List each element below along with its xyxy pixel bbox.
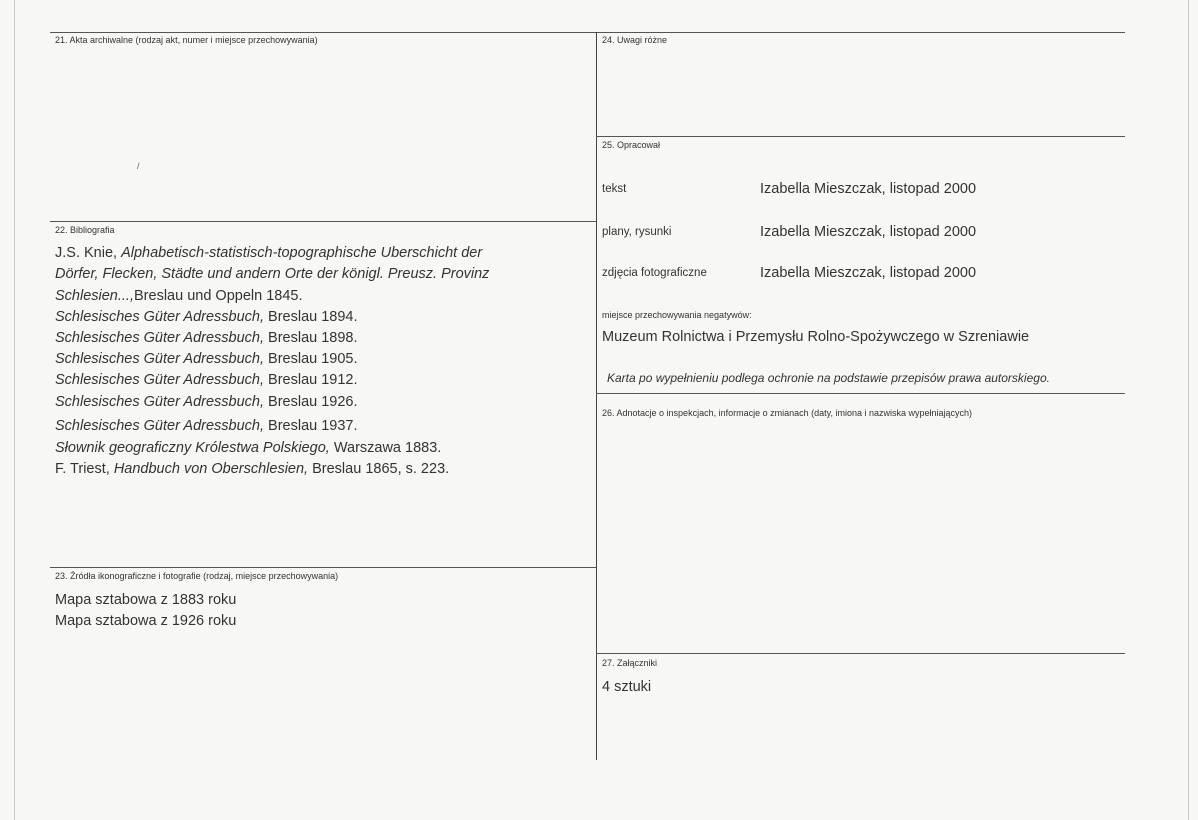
section-26-label: 26. Adnotacje o inspekcjach, informacje o zmianach (daty, imiona i nazwiska wypełniających) [602, 408, 973, 418]
column-divider [596, 32, 597, 760]
bibliography-entry: Dörfer, Flecken, Städte und andern Orte der königl. Preusz. Provinz [55, 266, 490, 282]
author-row-key: zdjęcia fotograficzne [602, 267, 707, 279]
iconography-item: Mapa sztabowa z 1883 roku [55, 592, 237, 608]
bibliography-entry: Schlesien...,Breslau und Oppeln 1845. [55, 288, 303, 304]
paper-edge [1188, 0, 1189, 820]
section-24-label: 24. Uwagi różne [602, 35, 668, 45]
section-25-label: 25. Opracował [602, 140, 661, 150]
author-row-key: plany, rysunki [602, 226, 672, 238]
attachments-value: 4 sztuki [602, 679, 652, 695]
bibliography-entry: Schlesisches Güter Adressbuch, Breslau 1912. [55, 372, 358, 388]
bibliography-entry: F. Triest, Handbuch von Oberschlesien, Breslau 1865, s. 223. [55, 461, 450, 477]
author-row-value: Izabella Mieszczak, listopad 2000 [760, 181, 977, 197]
copyright-note: Karta po wypełnieniu podlega ochronie na podstawie przepisów prawa autorskiego. [607, 371, 1050, 385]
bibliography-entry: Schlesisches Güter Adressbuch, Breslau 1937. [55, 418, 358, 434]
section-22-label: 22. Bibliografia [55, 225, 115, 235]
bibliography-entry: Schlesisches Güter Adressbuch, Breslau 1926. [55, 394, 358, 410]
scan-mark: / [137, 161, 140, 171]
section-23-label: 23. Źródła ikonograficzne i fotografie (rodzaj, miejsce przechowywania) [55, 571, 339, 581]
bibliography-entry: Schlesisches Güter Adressbuch, Breslau 1898. [55, 330, 358, 346]
bibliography-entry: Słownik geograficzny Królestwa Polskiego, Warszawa 1883. [55, 440, 442, 456]
section-21-label: 21. Akta archiwalne (rodzaj akt, numer i miejsce przechowywania) [55, 35, 318, 45]
section-divider [596, 393, 1125, 394]
bibliography-entry: Schlesisches Güter Adressbuch, Breslau 1905. [55, 351, 358, 367]
section-divider [596, 653, 1125, 654]
section-divider [50, 567, 596, 568]
bibliography-entry: Schlesisches Güter Adressbuch, Breslau 1894. [55, 309, 358, 325]
negatives-label: miejsce przechowywania negatywów: [602, 310, 752, 320]
top-rule [50, 32, 1125, 33]
section-divider [50, 221, 596, 222]
section-divider [596, 136, 1125, 137]
author-row-value: Izabella Mieszczak, listopad 2000 [760, 224, 977, 240]
section-27-label: 27. Załączniki [602, 658, 658, 668]
bibliography-entry: J.S. Knie, Alphabetisch-statistisch-topographische Uberschicht der [55, 245, 483, 261]
author-row-value: Izabella Mieszczak, listopad 2000 [760, 265, 977, 281]
paper-edge [14, 0, 15, 820]
author-row-key: tekst [602, 183, 627, 195]
negatives-value: Muzeum Rolnictwa i Przemysłu Rolno-Spożywczego w Szreniawie [602, 329, 1030, 345]
iconography-item: Mapa sztabowa z 1926 roku [55, 613, 237, 629]
